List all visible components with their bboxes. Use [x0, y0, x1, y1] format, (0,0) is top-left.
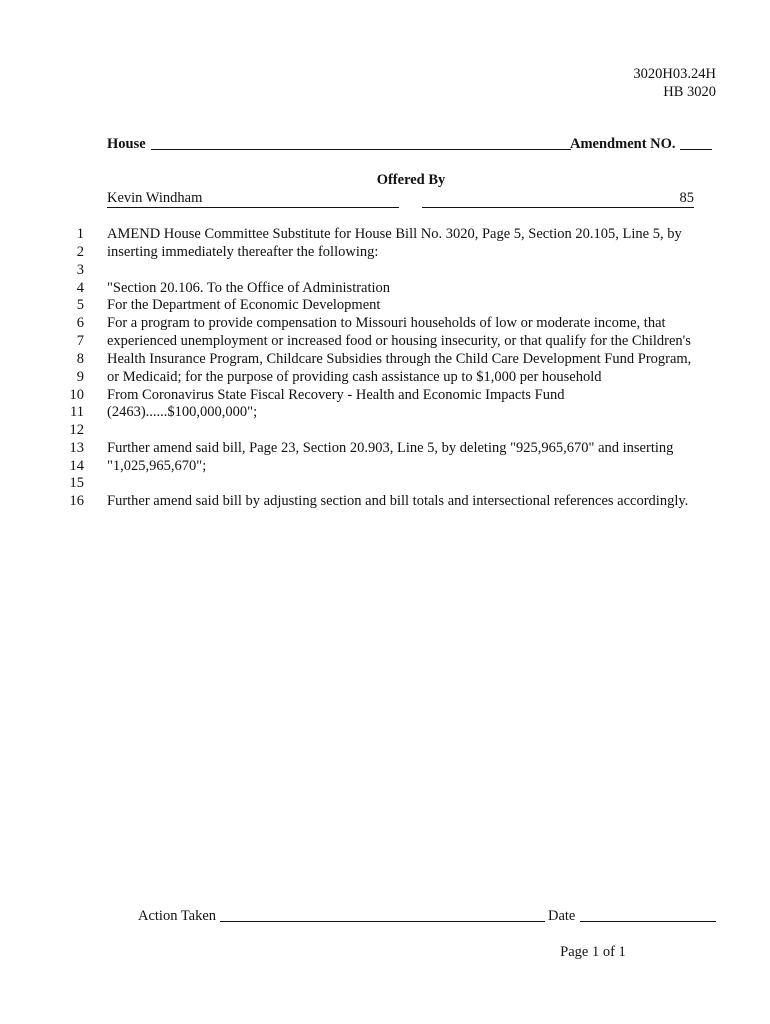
line-text: For the Department of Economic Development: [107, 297, 381, 313]
line-text: Further amend said bill by adjusting section and bill totals and intersectional references accordingly.: [107, 493, 689, 509]
line-number: 10: [69, 387, 84, 403]
sponsor-name: Kevin Windham: [107, 189, 399, 208]
action-taken-row: [138, 907, 718, 925]
line-text: "Section 20.106. To the Office of Administration: [107, 280, 391, 296]
line-text: From Coronavirus State Fiscal Recovery - Health and Economic Impacts Fund: [107, 387, 565, 403]
line-text: (2463)......$100,000,000";: [107, 404, 258, 420]
line-text: or Medicaid; for the purpose of providing cash assistance up to $1,000 per household: [107, 369, 602, 385]
amendment-number-blank-line: [680, 149, 712, 150]
line-number: 13: [69, 440, 84, 456]
line-number: 6: [76, 315, 84, 331]
line-number: 5: [76, 297, 84, 313]
date-blank-line: [580, 921, 716, 922]
line-number: 14: [69, 458, 84, 474]
page-number: Page 1 of 1: [560, 944, 626, 960]
document-id: 3020H03.24H: [633, 66, 716, 82]
amendment-number-label: Amendment NO.: [570, 136, 676, 152]
action-taken-label: Action Taken: [138, 908, 217, 924]
line-number: 9: [76, 369, 84, 385]
line-text: Further amend said bill, Page 23, Section 20.903, Line 5, by deleting "925,965,670" and inserting: [107, 440, 674, 456]
house-blank-line: [151, 149, 571, 150]
house-amendment-row: [107, 135, 712, 153]
bill-id: HB 3020: [663, 84, 716, 100]
line-text: For a program to provide compensation to Missouri households of low or moderate income, that: [107, 315, 666, 331]
date-label: Date: [548, 908, 576, 924]
line-number: 16: [69, 493, 84, 509]
line-number: 2: [76, 244, 84, 260]
line-text: experienced unemployment or increased food or housing insecurity, or that qualify for the Children's: [107, 333, 691, 349]
line-number: 4: [76, 280, 84, 296]
house-label: House: [107, 136, 146, 152]
line-number: 8: [76, 351, 84, 367]
line-number: 15: [69, 475, 84, 491]
line-number: 1: [76, 226, 84, 242]
line-number: 3: [76, 262, 84, 278]
line-number: 11: [70, 404, 84, 420]
line-number: 7: [76, 333, 84, 349]
action-taken-blank-line: [220, 921, 545, 922]
sponsor-row: [107, 189, 697, 207]
offered-by-heading: Offered By: [376, 172, 446, 188]
line-text: "1,025,965,670";: [107, 458, 207, 474]
line-text: Health Insurance Program, Childcare Subsidies through the Child Care Development Fund Program,: [107, 351, 692, 367]
line-number: 12: [69, 422, 84, 438]
line-text: inserting immediately thereafter the following:: [107, 244, 379, 260]
sponsor-district: 85: [422, 189, 694, 208]
line-text: AMEND House Committee Substitute for House Bill No. 3020, Page 5, Section 20.105, Line 5, by: [107, 226, 682, 242]
